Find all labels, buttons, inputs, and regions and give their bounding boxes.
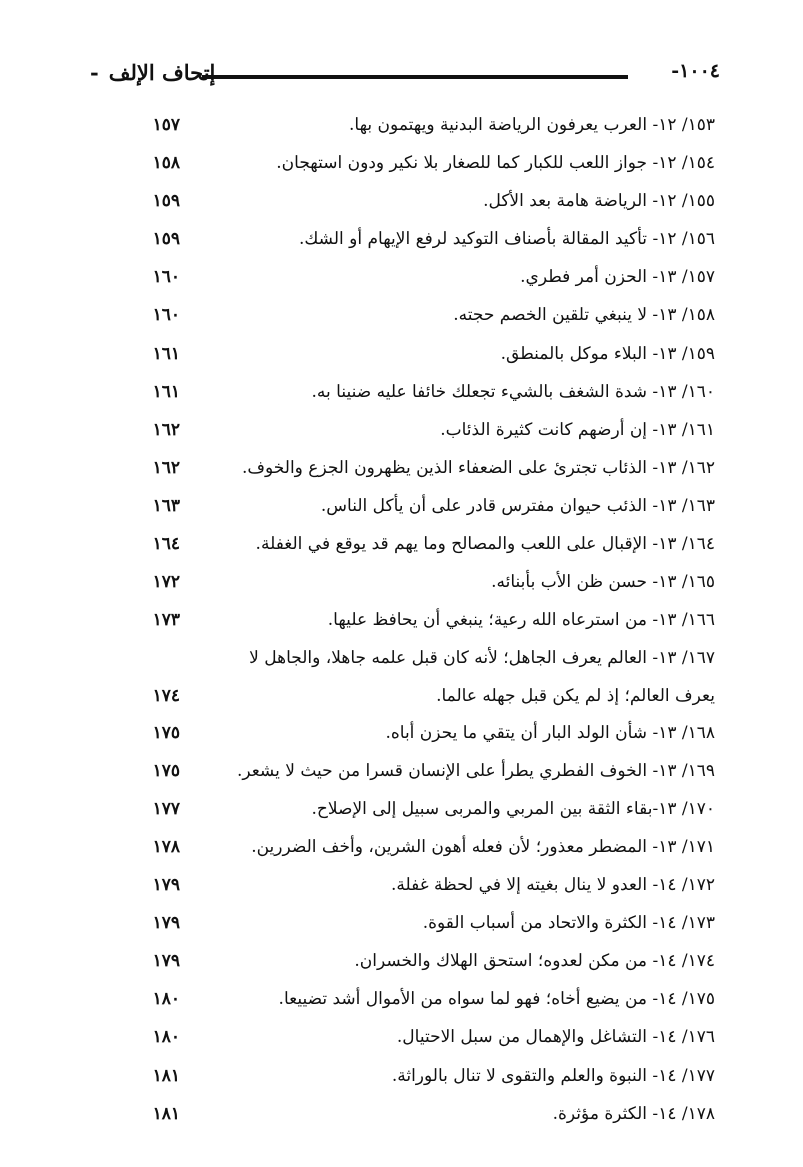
toc-page-number: ١٧٥	[152, 722, 180, 743]
toc-row	[140, 490, 715, 528]
toc-entry-text: ١٧٧/ ١٤- النبوة والعلم والتقوى لا تنال بالوراثة.	[391, 1065, 715, 1086]
toc-page-number: ١٦٠	[152, 305, 180, 326]
toc-entry-text: ١٥٩/ ١٣- البلاء موكل بالمنطق.	[500, 343, 715, 364]
toc-row	[140, 376, 715, 414]
toc-page-number: ١٧٥	[152, 760, 180, 781]
toc-page-number: ١٧٨	[152, 836, 180, 857]
header-rule	[202, 75, 628, 79]
running-page-number	[661, 60, 720, 82]
toc-entry-text: ١٦١/ ١٣- إن أرضهم كانت كثيرة الذئاب.	[440, 419, 715, 440]
toc-entry-text: ١٦٢/ ١٣- الذئاب تجترئ على الضعفاء الذين يظهرون الجزع والخوف.	[242, 457, 715, 478]
toc-row	[140, 1098, 715, 1136]
toc-entry-text: ١٦٠/ ١٣- شدة الشغف بالشيء تجعلك خائفا عليه ضنينا به.	[311, 381, 715, 402]
toc-entry-text: ١٥٨/ ١٣- لا ينبغي تلقين الخصم حجته.	[453, 305, 715, 326]
toc-entry-text: ١٦٥/ ١٣- حسن ظن الأب بأبنائه.	[491, 572, 715, 593]
toc-page-number: ١٧٣	[152, 610, 180, 631]
toc-row	[140, 338, 715, 376]
toc-row	[140, 109, 715, 147]
header-dash: -	[90, 60, 99, 85]
toc-row	[140, 1060, 715, 1098]
toc-row	[140, 604, 715, 642]
toc-entry-text: ١٥٧/ ١٣- الحزن أمر فطري.	[520, 267, 715, 288]
toc-page-number: ١٧٧	[152, 798, 180, 819]
toc-entry-text: ١٥٦/ ١٢- تأكيد المقالة بأصناف التوكيد لرفع الإيهام أو الشك.	[298, 229, 715, 250]
toc-entry-text: ١٥٣/ ١٢- العرب يعرفون الرياضة البدنية ويهتمون بها.	[349, 115, 715, 135]
toc-entry-text: ١٦٣/ ١٣- الذئب حيوان مفترس قادر على أن يأكل الناس.	[320, 495, 715, 516]
header-dash: -	[671, 60, 680, 82]
toc-row	[140, 869, 715, 907]
toc-row	[140, 223, 715, 261]
toc-entry-text: ١٦٦/ ١٣- من استرعاه الله رعية؛ ينبغي أن يحافظ عليها.	[327, 610, 715, 631]
toc-entry-text: ١٧٥/ ١٤- من يضيع أخاه؛ فهو لما سواه من الأموال أشد تضييعا.	[278, 989, 715, 1010]
toc-entry-text: ١٧٣/ ١٤- الكثرة والاتحاد من أسباب القوة.	[422, 913, 715, 934]
toc-page-number: ١٦٤	[152, 534, 180, 555]
toc-row	[140, 261, 715, 299]
toc-row	[140, 831, 715, 869]
toc-page-number: ١٦١	[152, 381, 180, 402]
toc-entry-text: ١٧٨/ ١٤- الكثرة مؤثرة.	[552, 1103, 715, 1124]
toc-page-number: ١٨١	[152, 1065, 180, 1086]
toc-row	[140, 907, 715, 945]
toc-row	[140, 147, 715, 185]
toc-entry-text: يعرف العالم؛ إذ لم يكن قبل جهله عالما.	[436, 685, 715, 706]
toc-entry-text: ١٧١/ ١٣- المضطر معذور؛ لأن فعله أهون الشرين، وأخف الضررين.	[251, 836, 715, 857]
toc-row	[140, 414, 715, 452]
toc-page-number: ١٧٤	[152, 685, 180, 706]
toc-row	[140, 717, 715, 755]
toc-page-number: ١٥٩	[152, 191, 180, 212]
toc-entry-text: ١٦٨/ ١٣- شأن الولد البار أن يتقي ما يحزن أباه.	[385, 722, 715, 743]
toc-row	[140, 680, 715, 717]
toc-row	[140, 452, 715, 490]
toc-row	[140, 1021, 715, 1059]
page-number: ١٠٠٤	[679, 60, 720, 82]
running-header	[90, 56, 720, 90]
toc-entry-text: ١٥٥/ ١٢- الرياضة هامة بعد الأكل.	[483, 191, 715, 212]
toc-page-number: ١٨٠	[152, 989, 180, 1010]
toc-row	[140, 945, 715, 983]
toc-page-number: ١٥٨	[152, 153, 180, 174]
toc-entry-text: ١٧٦/ ١٤- التشاغل والإهمال من سبل الاحتيال.	[396, 1027, 715, 1048]
toc-page-number: ١٧٩	[152, 875, 180, 896]
toc-row	[140, 566, 715, 604]
toc-row	[140, 983, 715, 1021]
toc-entry-text: ١٧٤/ ١٤- من مكن لعدوه؛ استحق الهلاك والخسران.	[354, 951, 715, 972]
running-title	[90, 60, 215, 85]
book-title: إتحاف الإلف	[108, 60, 216, 85]
toc-page-number: ١٦٣	[152, 495, 180, 516]
toc-row	[140, 642, 715, 679]
toc-page-number: ١٨١	[152, 1103, 180, 1124]
toc-entry-text: ١٧٢/ ١٤- العدو لا ينال بغيته إلا في لحظة غفلة.	[391, 875, 715, 896]
toc-entry-text: ١٥٤/ ١٢- جواز اللعب للكبار كما للصغار بلا نكير ودون استهجان.	[276, 153, 715, 174]
toc-page-number: ١٦٠	[152, 267, 180, 288]
toc-page-number: ١٧٩	[152, 951, 180, 972]
toc-page-number: ١٦١	[152, 343, 180, 364]
toc-page-number: ١٨٠	[152, 1027, 180, 1048]
toc-row	[140, 528, 715, 566]
toc-page-number: ١٦٢	[152, 419, 180, 440]
toc-row	[140, 793, 715, 831]
toc-entry-text: ١٦٩/ ١٣- الخوف الفطري يطرأ على الإنسان قسرا من حيث لا يشعر.	[236, 760, 715, 781]
toc-row	[140, 755, 715, 793]
toc-page-number: ١٧٢	[152, 572, 180, 593]
toc-page-number: ١٧٩	[152, 913, 180, 934]
toc-row	[140, 299, 715, 337]
toc-entry-text: ١٦٧/ ١٣- العالم يعرف الجاهل؛ لأنه كان قبل علمه جاهلا، والجاهل لا	[249, 648, 715, 669]
table-of-contents	[140, 109, 715, 1136]
toc-entry-text: ١٦٤/ ١٣- الإقبال على اللعب والمصالح وما يهم قد يوقع في الغفلة.	[255, 534, 715, 555]
toc-page-number: ١٦٢	[152, 457, 180, 478]
toc-row	[140, 185, 715, 223]
toc-entry-text: ١٧٠/ ١٣-بقاء الثقة بين المربي والمربى سبيل إلى الإصلاح.	[311, 798, 715, 819]
toc-page-number: ١٥٧	[152, 115, 180, 135]
toc-page-number: ١٥٩	[152, 229, 180, 250]
